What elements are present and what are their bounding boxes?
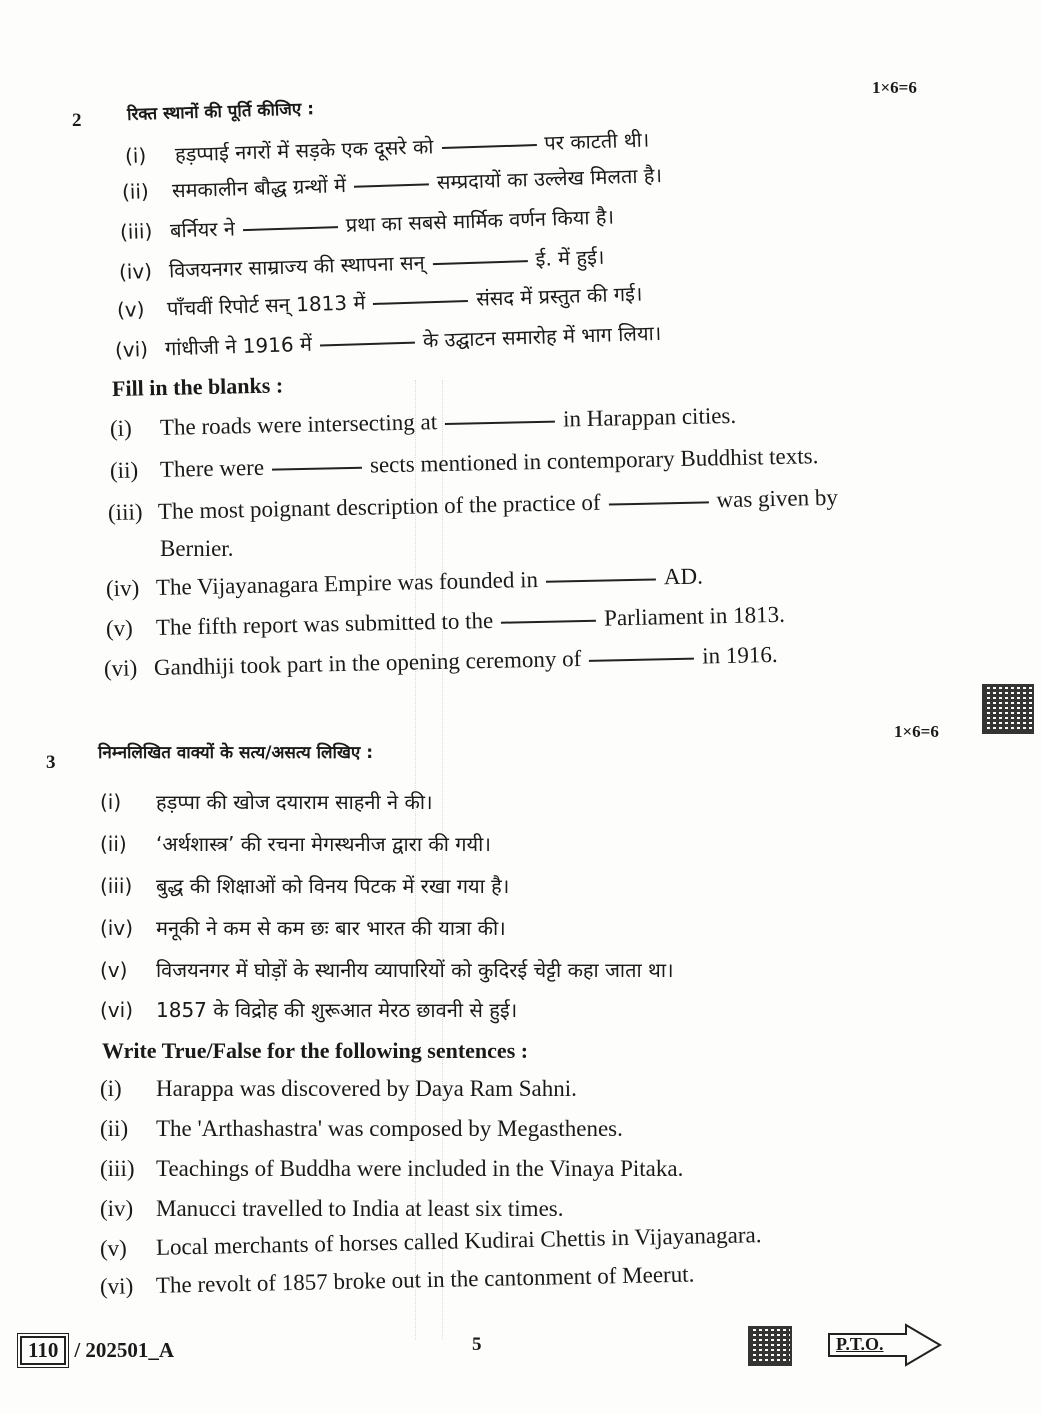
paper-code xyxy=(20,1336,174,1365)
q3-english-heading: Write True/False for the following sentences : xyxy=(102,1038,529,1063)
q2-hindi-item: (v) पाँचवीं रिपोर्ट सन् 1813 में संसद में प्रस्तुत की गई। xyxy=(116,281,643,322)
q2-hindi-item: (i) हड़प्पाई नगरों में सड़के एक दूसरे को पर काटती थी। xyxy=(124,127,650,168)
q2-english-item: (iii) The most poignant description of the practice of was given by xyxy=(107,484,839,525)
q2-english-item: (v) The fifth report was submitted to the Parliament in 1813. xyxy=(105,601,786,641)
q3-english-item: (ii) The 'Arthashastra' was composed by Megasthenes. xyxy=(100,1116,623,1141)
q3-english-item: (v) Local merchants of horses called Kudirai Chettis in Vijayanagara. xyxy=(99,1222,762,1261)
q3-english-item: (vi) The revolt of 1857 broke out in the cantonment of Meerut. xyxy=(99,1261,695,1299)
q3-number: 3 xyxy=(46,752,56,773)
paper-code-suffix: / 202501_A xyxy=(74,1338,175,1362)
q3-hindi-item: (iii) बुद्ध की शिक्षाओं को विनय पिटक में रखा गया है। xyxy=(100,874,510,898)
q2-english-item: (ii) There were sects mentioned in contemporary Buddhist texts. xyxy=(109,443,819,483)
qr-code-icon xyxy=(982,684,1034,734)
q2-number: 2 xyxy=(72,110,82,131)
qr-code-icon xyxy=(748,1326,792,1366)
q2-english-item: (iv) The Vijayanagara Empire was founded in AD. xyxy=(105,563,704,601)
pto-label: P.T.O. xyxy=(836,1334,884,1354)
q2-hindi-item: (iv) विजयनगर साम्राज्य की स्थापना सन् ई. में हुई। xyxy=(118,244,605,284)
q2-english-heading: Fill in the blanks : xyxy=(111,372,284,401)
q2-hindi-item: (iii) बर्नियर ने प्रथा का सबसे मार्मिक वर्णन किया है। xyxy=(119,204,615,244)
q2-english-item: (i) The roads were intersecting at in Harappan cities. xyxy=(109,402,737,441)
q2-english-item: (vi) Gandhiji took part in the opening ceremony of in 1916. xyxy=(103,641,778,681)
q3-hindi-item: (vi) 1857 के विद्रोह की शुरूआत मेरठ छावनी से हुई। xyxy=(100,998,518,1022)
q2-english-item-continuation: Bernier. xyxy=(160,536,234,561)
pto-arrow xyxy=(826,1322,884,1354)
q3-hindi-item: (iv) मनूकी ने कम से कम छः बार भारत की यात्रा की। xyxy=(100,916,506,940)
q2-hindi-item: (vi) गांधीजी ने 1916 में के उद्घाटन समारोह में भाग लिया। xyxy=(114,320,662,362)
paper-code-box: 110 xyxy=(20,1336,66,1365)
q3-english-item: (iii) Teachings of Buddha were included in the Vinaya Pitaka. xyxy=(100,1156,684,1181)
q3-english-item: (iv) Manucci travelled to India at least six times. xyxy=(100,1196,564,1221)
q2-marks: 1×6=6 xyxy=(872,78,917,97)
page-number: 5 xyxy=(472,1334,482,1355)
q2-hindi-item: (ii) समकालीन बौद्ध ग्रन्थों में सम्प्रदायों का उल्लेख मिलता है। xyxy=(121,163,663,204)
q3-english-item: (i) Harappa was discovered by Daya Ram Sahni. xyxy=(100,1076,577,1101)
q3-hindi-item: (ii) ‘अर्थशास्त्र’ की रचना मेगस्थनीज द्वारा की गयी। xyxy=(100,832,491,856)
q3-marks: 1×6=6 xyxy=(894,722,939,741)
q3-hindi-heading: निम्नलिखित वाक्यों के सत्य/असत्य लिखिए : xyxy=(98,743,373,763)
q3-hindi-item: (v) विजयनगर में घोड़ों के स्थानीय व्यापारियों को कुदिरई चेट्टी कहा जाता था। xyxy=(100,958,674,982)
q2-hindi-heading: रिक्त स्थानों की पूर्ति कीजिए : xyxy=(126,99,315,125)
q3-hindi-item: (i) हड़प्पा की खोज दयाराम साहनी ने की। xyxy=(100,790,433,814)
